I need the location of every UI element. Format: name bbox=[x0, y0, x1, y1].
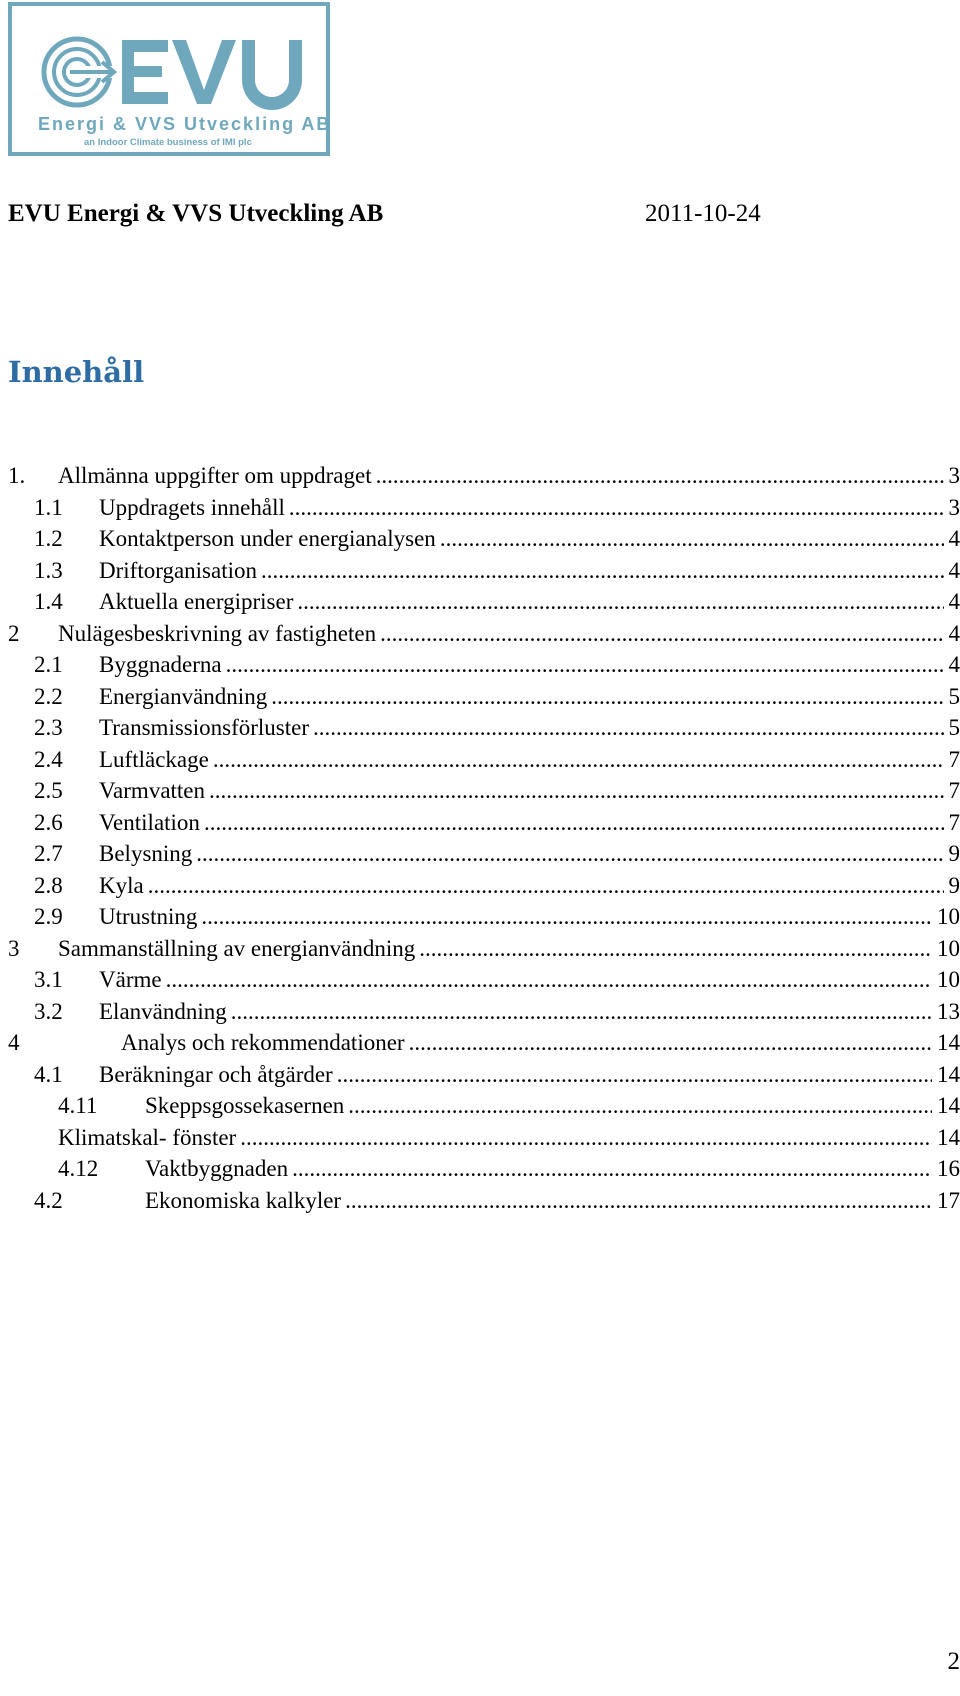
toc-leader-dots bbox=[337, 1059, 932, 1090]
toc-entry-number: 2.9 bbox=[34, 904, 63, 929]
toc-entry-title: Ventilation bbox=[99, 807, 204, 838]
toc-leader-dots bbox=[271, 681, 943, 712]
toc-entry[interactable] bbox=[0, 1122, 960, 1154]
toc-entry-number: 1. bbox=[8, 463, 26, 488]
toc-entry[interactable] bbox=[0, 807, 960, 839]
toc-leader-dots bbox=[409, 1027, 932, 1058]
toc-entry-page: 10 bbox=[932, 933, 960, 964]
toc-entry-page: 14 bbox=[932, 1090, 960, 1121]
toc-entry-page: 4 bbox=[944, 523, 960, 554]
toc-entry-number: 3.1 bbox=[34, 967, 63, 992]
toc-entry[interactable] bbox=[0, 996, 960, 1028]
toc-entry[interactable] bbox=[0, 460, 960, 492]
toc-entry[interactable] bbox=[0, 1059, 960, 1091]
toc-entry-number: 4.11 bbox=[58, 1093, 98, 1118]
toc-entry-title: Sammanställning av energianvändning bbox=[58, 933, 419, 964]
toc-entry-title: Aktuella energipriser bbox=[99, 586, 297, 617]
table-of-contents bbox=[0, 460, 960, 1216]
toc-leader-dots bbox=[204, 807, 944, 838]
toc-entry[interactable] bbox=[0, 1027, 960, 1059]
toc-leader-dots bbox=[226, 649, 944, 680]
toc-leader-dots bbox=[419, 933, 932, 964]
toc-entry[interactable] bbox=[0, 618, 960, 650]
toc-entry-title: Driftorganisation bbox=[99, 555, 261, 586]
toc-entry-title: Belysning bbox=[99, 838, 196, 869]
toc-entry-title: Nulägesbeskrivning av fastigheten bbox=[58, 618, 380, 649]
toc-entry-page: 7 bbox=[944, 775, 960, 806]
toc-leader-dots bbox=[201, 901, 932, 932]
toc-leader-dots bbox=[440, 523, 944, 554]
toc-entry-number: 4 bbox=[8, 1030, 20, 1055]
toc-entry-page: 5 bbox=[944, 712, 960, 743]
toc-entry-page: 10 bbox=[932, 964, 960, 995]
toc-entry-page: 3 bbox=[944, 460, 960, 491]
toc-entry-page: 7 bbox=[944, 744, 960, 775]
toc-entry[interactable] bbox=[0, 523, 960, 555]
toc-entry-title: Allmänna uppgifter om uppdraget bbox=[58, 460, 376, 491]
toc-entry-page: 13 bbox=[932, 996, 960, 1027]
toc-entry-title: Kyla bbox=[99, 870, 148, 901]
toc-entry-number: 2.8 bbox=[34, 872, 63, 898]
toc-entry-number: 3.2 bbox=[34, 998, 63, 1024]
toc-entry-title: Uppdragets innehåll bbox=[99, 492, 289, 523]
toc-entry-title: Varmvatten bbox=[99, 775, 209, 806]
toc-heading: Innehåll bbox=[8, 355, 145, 389]
toc-entry-page: 14 bbox=[932, 1059, 960, 1090]
toc-entry-title: Beräkningar och åtgärder bbox=[99, 1059, 337, 1090]
toc-entry-number: 4.2 bbox=[34, 1187, 63, 1213]
toc-entry[interactable] bbox=[0, 933, 960, 965]
toc-entry-title: Vaktbyggnaden bbox=[145, 1153, 292, 1184]
toc-entry[interactable] bbox=[0, 744, 960, 776]
toc-entry[interactable] bbox=[0, 964, 960, 996]
toc-entry-number: 4.12 bbox=[58, 1156, 99, 1181]
toc-leader-dots bbox=[380, 618, 943, 649]
toc-entry[interactable] bbox=[0, 1090, 960, 1122]
toc-leader-dots bbox=[261, 555, 944, 586]
toc-entry[interactable] bbox=[0, 712, 960, 744]
toc-entry-number: 2.3 bbox=[34, 715, 63, 740]
document-date: 2011-10-24 bbox=[645, 200, 761, 227]
toc-entry-page: 10 bbox=[932, 901, 960, 932]
toc-entry-number: 1.1 bbox=[34, 494, 63, 520]
toc-entry[interactable] bbox=[0, 649, 960, 681]
toc-entry-title: Byggnaderna bbox=[99, 649, 226, 680]
toc-entry[interactable] bbox=[0, 775, 960, 807]
toc-leader-dots bbox=[313, 712, 944, 743]
toc-entry[interactable] bbox=[0, 586, 960, 618]
toc-leader-dots bbox=[292, 1153, 932, 1184]
toc-entry-page: 9 bbox=[944, 870, 960, 901]
toc-entry-number: 1.2 bbox=[34, 526, 63, 551]
toc-leader-dots bbox=[345, 1185, 932, 1216]
toc-entry-number: 3 bbox=[8, 935, 20, 961]
toc-entry-page: 16 bbox=[932, 1153, 960, 1184]
toc-entry-title: Luftläckage bbox=[99, 744, 213, 775]
toc-entry-page: 9 bbox=[944, 838, 960, 869]
toc-entry[interactable] bbox=[0, 681, 960, 713]
toc-entry-number: 2.2 bbox=[34, 683, 63, 709]
toc-entry-title: Transmissionsförluster bbox=[99, 712, 313, 743]
toc-entry-number: 2.7 bbox=[34, 841, 63, 866]
toc-entry-page: 14 bbox=[932, 1122, 960, 1153]
toc-entry-title: Värme bbox=[99, 964, 166, 995]
toc-leader-dots bbox=[289, 492, 944, 523]
toc-entry-number: 2 bbox=[8, 620, 20, 646]
toc-leader-dots bbox=[376, 460, 944, 491]
toc-entry-title: Analys och rekommendationer bbox=[121, 1027, 409, 1058]
toc-entry[interactable] bbox=[0, 492, 960, 524]
toc-entry-number: 1.4 bbox=[34, 589, 63, 614]
toc-entry-title: Kontaktperson under energianalysen bbox=[99, 523, 440, 554]
toc-leader-dots bbox=[213, 744, 944, 775]
page-number: 2 bbox=[947, 1648, 960, 1675]
toc-leader-dots bbox=[231, 996, 932, 1027]
toc-entry-title: Klimatskal- fönster bbox=[58, 1122, 240, 1153]
toc-entry[interactable] bbox=[0, 1185, 960, 1217]
toc-entry-number: 2.1 bbox=[34, 652, 63, 677]
toc-entry-title: Elanvändning bbox=[99, 996, 231, 1027]
toc-entry[interactable] bbox=[0, 1153, 960, 1185]
toc-entry[interactable] bbox=[0, 870, 960, 902]
toc-leader-dots bbox=[297, 586, 943, 617]
company-logo bbox=[8, 2, 330, 156]
company-name: EVU Energi & VVS Utveckling AB bbox=[8, 200, 384, 227]
logo-tagline: Energi & VVS Utveckling AB bbox=[38, 114, 332, 134]
toc-entry-number: 4.1 bbox=[34, 1061, 63, 1087]
toc-entry-title: Energianvändning bbox=[99, 681, 271, 712]
toc-entry-page: 14 bbox=[932, 1027, 960, 1058]
toc-entry-page: 7 bbox=[944, 807, 960, 838]
toc-entry-page: 4 bbox=[944, 618, 960, 649]
toc-entry-page: 4 bbox=[944, 649, 960, 680]
toc-entry-number: 2.6 bbox=[34, 809, 63, 835]
toc-leader-dots bbox=[240, 1122, 932, 1153]
toc-leader-dots bbox=[196, 838, 943, 869]
toc-entry-number: 1.3 bbox=[34, 557, 63, 583]
toc-entry-title: Skeppsgossekasernen bbox=[145, 1090, 348, 1121]
toc-entry[interactable] bbox=[0, 555, 960, 587]
toc-entry-page: 5 bbox=[944, 681, 960, 712]
toc-leader-dots bbox=[348, 1090, 932, 1121]
toc-entry-page: 4 bbox=[944, 586, 960, 617]
toc-entry-page: 4 bbox=[944, 555, 960, 586]
toc-entry-title: Utrustning bbox=[99, 901, 201, 932]
toc-entry[interactable] bbox=[0, 838, 960, 870]
logo-subline: an Indoor Climate business of IMI plc bbox=[84, 137, 252, 148]
toc-leader-dots bbox=[166, 964, 932, 995]
toc-leader-dots bbox=[148, 870, 944, 901]
toc-entry[interactable] bbox=[0, 901, 960, 933]
toc-leader-dots bbox=[209, 775, 943, 806]
toc-entry-number: 2.5 bbox=[34, 778, 63, 803]
toc-entry-title: Ekonomiska kalkyler bbox=[145, 1185, 345, 1216]
toc-entry-page: 17 bbox=[932, 1185, 960, 1216]
toc-entry-page: 3 bbox=[944, 492, 960, 523]
toc-entry-number: 2.4 bbox=[34, 746, 63, 772]
